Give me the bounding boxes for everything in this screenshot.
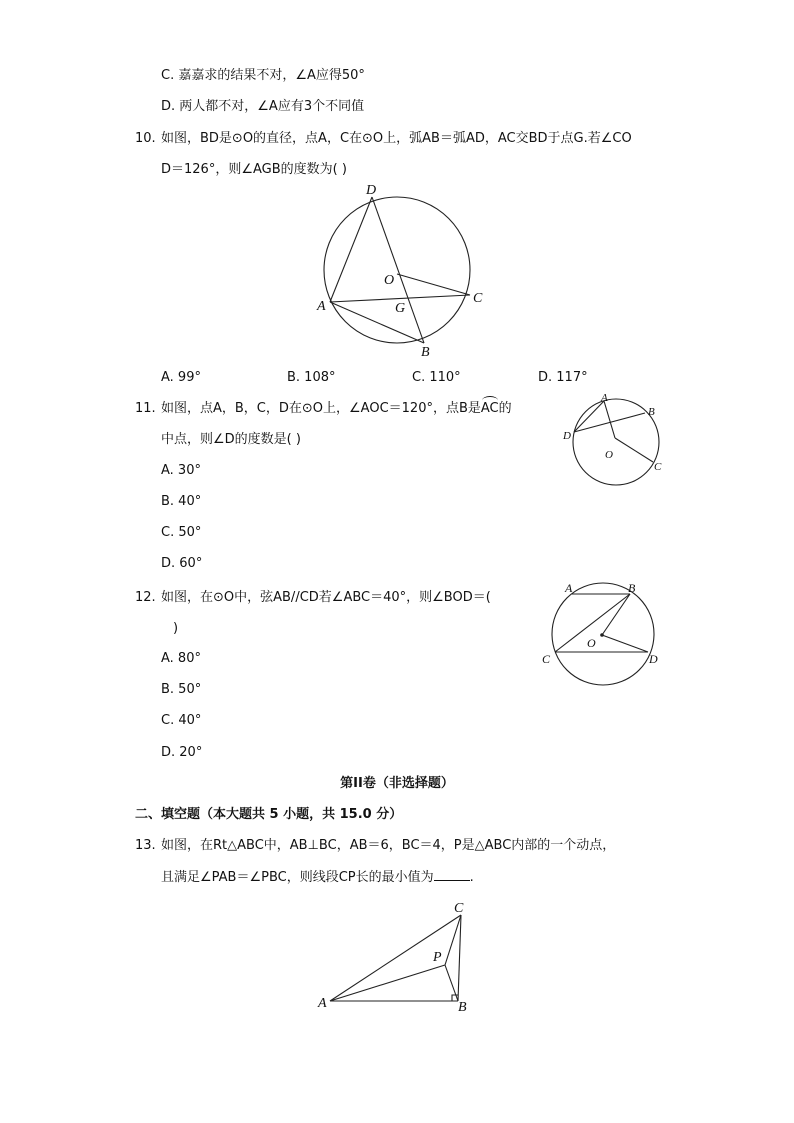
- q11-segment-oc: [615, 438, 653, 462]
- q11-arc-ac: AC: [480, 401, 499, 416]
- q10-option-b: B. 108°: [287, 370, 336, 385]
- q12-label-b: B: [628, 581, 636, 595]
- q13-label-p: P: [433, 950, 442, 965]
- section-2-title: 第II卷（非选择题）: [340, 776, 454, 791]
- q10-segment-oc: [397, 274, 470, 295]
- q11-label-c: C: [654, 461, 662, 473]
- q10-label-o: O: [384, 273, 395, 288]
- q10-option-d: D. 117°: [538, 370, 588, 385]
- q11-option-c: C. 50°: [161, 525, 202, 540]
- q10-segment-db: [372, 197, 424, 343]
- q13-stem-line2: [161, 868, 474, 887]
- q12-label-d: D: [649, 652, 658, 666]
- q11-number: 11.: [135, 401, 156, 416]
- q11-figure: [560, 390, 670, 490]
- q13-figure: [314, 895, 484, 1020]
- q12-option-b: B. 50°: [161, 682, 202, 697]
- q11-segment-da: [574, 401, 604, 432]
- q10-label-g: G: [395, 301, 406, 316]
- q11-label-o: O: [605, 449, 613, 461]
- q9-option-d: D. 两人都不对，∠A应有3个不同值: [161, 99, 365, 114]
- q11-stem-line1: [161, 400, 512, 418]
- q11-segment-ao: [604, 401, 615, 438]
- q13-stem-line2-text: 且满足∠PAB＝∠PBC，则线段CP长的最小值为: [161, 870, 434, 885]
- q13-label-b: B: [458, 1000, 467, 1015]
- q13-stem-line2-end: .: [469, 870, 474, 885]
- q10-stem-line1: 如图，BD是⊙O的直径，点A，C在⊙O上，弧AB＝弧AD，AC交BD于点G.若∠CO: [161, 131, 632, 146]
- q11-label-a: A: [601, 392, 608, 404]
- q11-circle: [573, 399, 659, 485]
- q12-figure: [538, 578, 668, 693]
- q13-answer-blank[interactable]: [434, 868, 470, 881]
- q12-center-dot: [600, 633, 604, 637]
- q11-label-b: B: [648, 406, 655, 418]
- q10-label-c: C: [473, 291, 483, 306]
- q12-option-a: A. 80°: [161, 651, 201, 666]
- q10-number: 10.: [135, 131, 156, 146]
- q13-label-c: C: [454, 901, 464, 916]
- q10-label-d: D: [366, 183, 377, 198]
- q9-option-c: C. 嘉嘉求的结果不对，∠A应得50°: [161, 68, 365, 83]
- q12-stem-line2: ): [173, 621, 179, 636]
- q12-option-c: C. 40°: [161, 713, 202, 728]
- q13-segment-ap: [330, 965, 445, 1001]
- q11-option-b: B. 40°: [161, 494, 202, 509]
- q10-circle: [324, 197, 470, 343]
- q11-stem-line2: 中点，则∠D的度数是( ): [161, 432, 301, 447]
- q12-number: 12.: [135, 590, 156, 605]
- q11-option-a: A. 30°: [161, 463, 201, 478]
- q11-option-d: D. 60°: [161, 556, 203, 571]
- q12-label-c: C: [542, 652, 551, 666]
- q13-number: 13.: [135, 838, 156, 853]
- q11-segment-db: [574, 413, 645, 432]
- q10-option-c: C. 110°: [412, 370, 461, 385]
- q10-segment-ab: [330, 302, 424, 343]
- q12-label-o: O: [587, 636, 596, 650]
- q10-figure: [300, 183, 500, 361]
- q12-segment-bo: [602, 594, 630, 635]
- q11-stem-line1-end: 的: [498, 401, 512, 416]
- q11-label-d: D: [563, 430, 571, 442]
- q10-option-a: A. 99°: [161, 370, 201, 385]
- q11-stem-line1-text: 如图，点A，B，C，D在⊙O上，∠AOC＝120°，点B是: [161, 401, 481, 416]
- q13-segment-pc: [445, 915, 461, 965]
- q12-label-a: A: [565, 581, 573, 595]
- section-2-heading: 二、填空题（本大题共 5 小题，共 15.0 分）: [135, 807, 403, 822]
- q12-stem-line1: 如图，在⊙O中，弦AB//CD若∠ABC＝40°，则∠BOD＝(: [161, 590, 491, 605]
- q12-segment-od: [602, 635, 648, 652]
- q13-segment-bc: [458, 915, 461, 1001]
- q10-label-b: B: [421, 345, 430, 360]
- q13-stem-line1: 如图，在Rt△ABC中，AB⊥BC，AB＝6，BC＝4，P是△ABC内部的一个动点，: [161, 838, 616, 853]
- q12-option-d: D. 20°: [161, 745, 203, 760]
- q10-label-a: A: [317, 299, 326, 314]
- q13-label-a: A: [318, 996, 327, 1011]
- q10-stem-line2: D＝126°，则∠AGB的度数为( ): [161, 162, 347, 177]
